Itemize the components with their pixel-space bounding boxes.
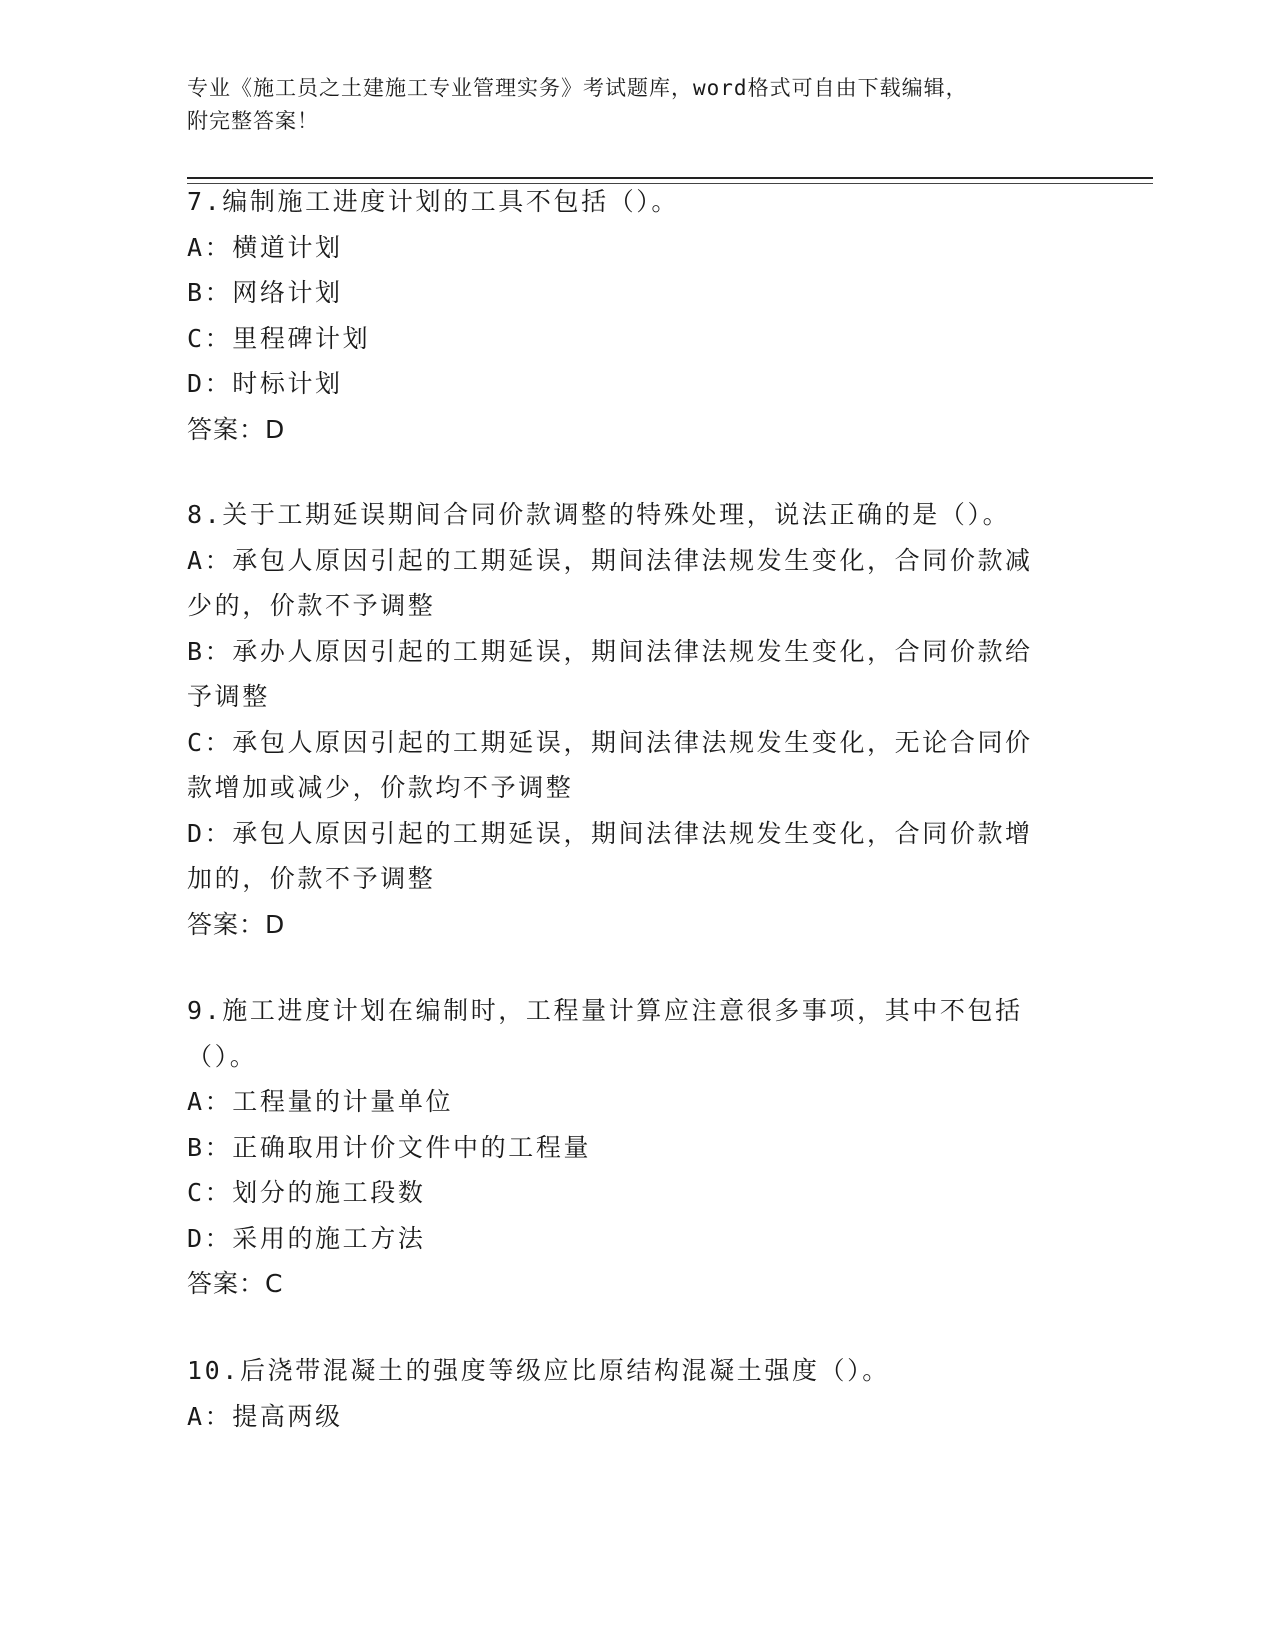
question-stem: 8.关于工期延误期间合同价款调整的特殊处理，说法正确的是（）。 — [187, 500, 1011, 529]
option-d: D：时标计划 — [187, 369, 343, 398]
option-a-line-1: A：承包人原因引起的工期延误，期间法律法规发生变化，合同价款减 — [187, 545, 1033, 575]
option-b: B：正确取用计价文件中的工程量 — [187, 1132, 592, 1162]
option-b: B：网络计划 — [187, 278, 343, 307]
option-b-line-1: B：承办人原因引起的工期延误，期间法律法规发生变化，合同价款给 — [187, 636, 1033, 666]
option-d-line-1: D：承包人原因引起的工期延误，期间法律法规发生变化，合同价款增 — [187, 818, 1033, 848]
document-header — [187, 72, 1087, 138]
question-stem-line-1: 9.施工进度计划在编制时，工程量计算应注意很多事项，其中不包括 — [187, 996, 1023, 1025]
option-c-line-2: 款增加或减少，价款均不予调整 — [187, 773, 574, 802]
question-stem: 7.编制施工进度计划的工具不包括（）。 — [187, 187, 680, 216]
option-c-line-1: C：承包人原因引起的工期延误，期间法律法规发生变化，无论合同价 — [187, 727, 1033, 757]
option-c: C：里程碑计划 — [187, 323, 371, 353]
option-a: A：工程量的计量单位 — [187, 1087, 454, 1116]
question-9 — [187, 988, 1067, 1307]
answer: 答案：C — [187, 1269, 284, 1298]
header-line-1: 专业《施工员之土建施工专业管理实务》考试题库，word格式可自由下载编辑， — [187, 76, 968, 100]
header-line-2: 附完整答案！ — [187, 109, 319, 133]
option-a: A：横道计划 — [187, 232, 343, 262]
option-d-line-2: 加的，价款不予调整 — [187, 864, 436, 893]
answer: 答案：D — [187, 414, 286, 444]
question-10 — [187, 1348, 1067, 1439]
question-7 — [187, 179, 1067, 452]
option-d: D：采用的施工方法 — [187, 1223, 426, 1253]
option-a-line-2: 少的，价款不予调整 — [187, 591, 436, 620]
option-b-line-2: 予调整 — [187, 682, 270, 711]
answer: 答案：D — [187, 909, 286, 939]
option-a: A：提高两级 — [187, 1401, 343, 1431]
question-stem-line-2: （）。 — [187, 1041, 258, 1071]
question-stem: 10.后浇带混凝土的强度等级应比原结构混凝土强度（）。 — [187, 1356, 890, 1385]
question-8 — [187, 492, 1067, 947]
option-c: C：划分的施工段数 — [187, 1178, 426, 1207]
